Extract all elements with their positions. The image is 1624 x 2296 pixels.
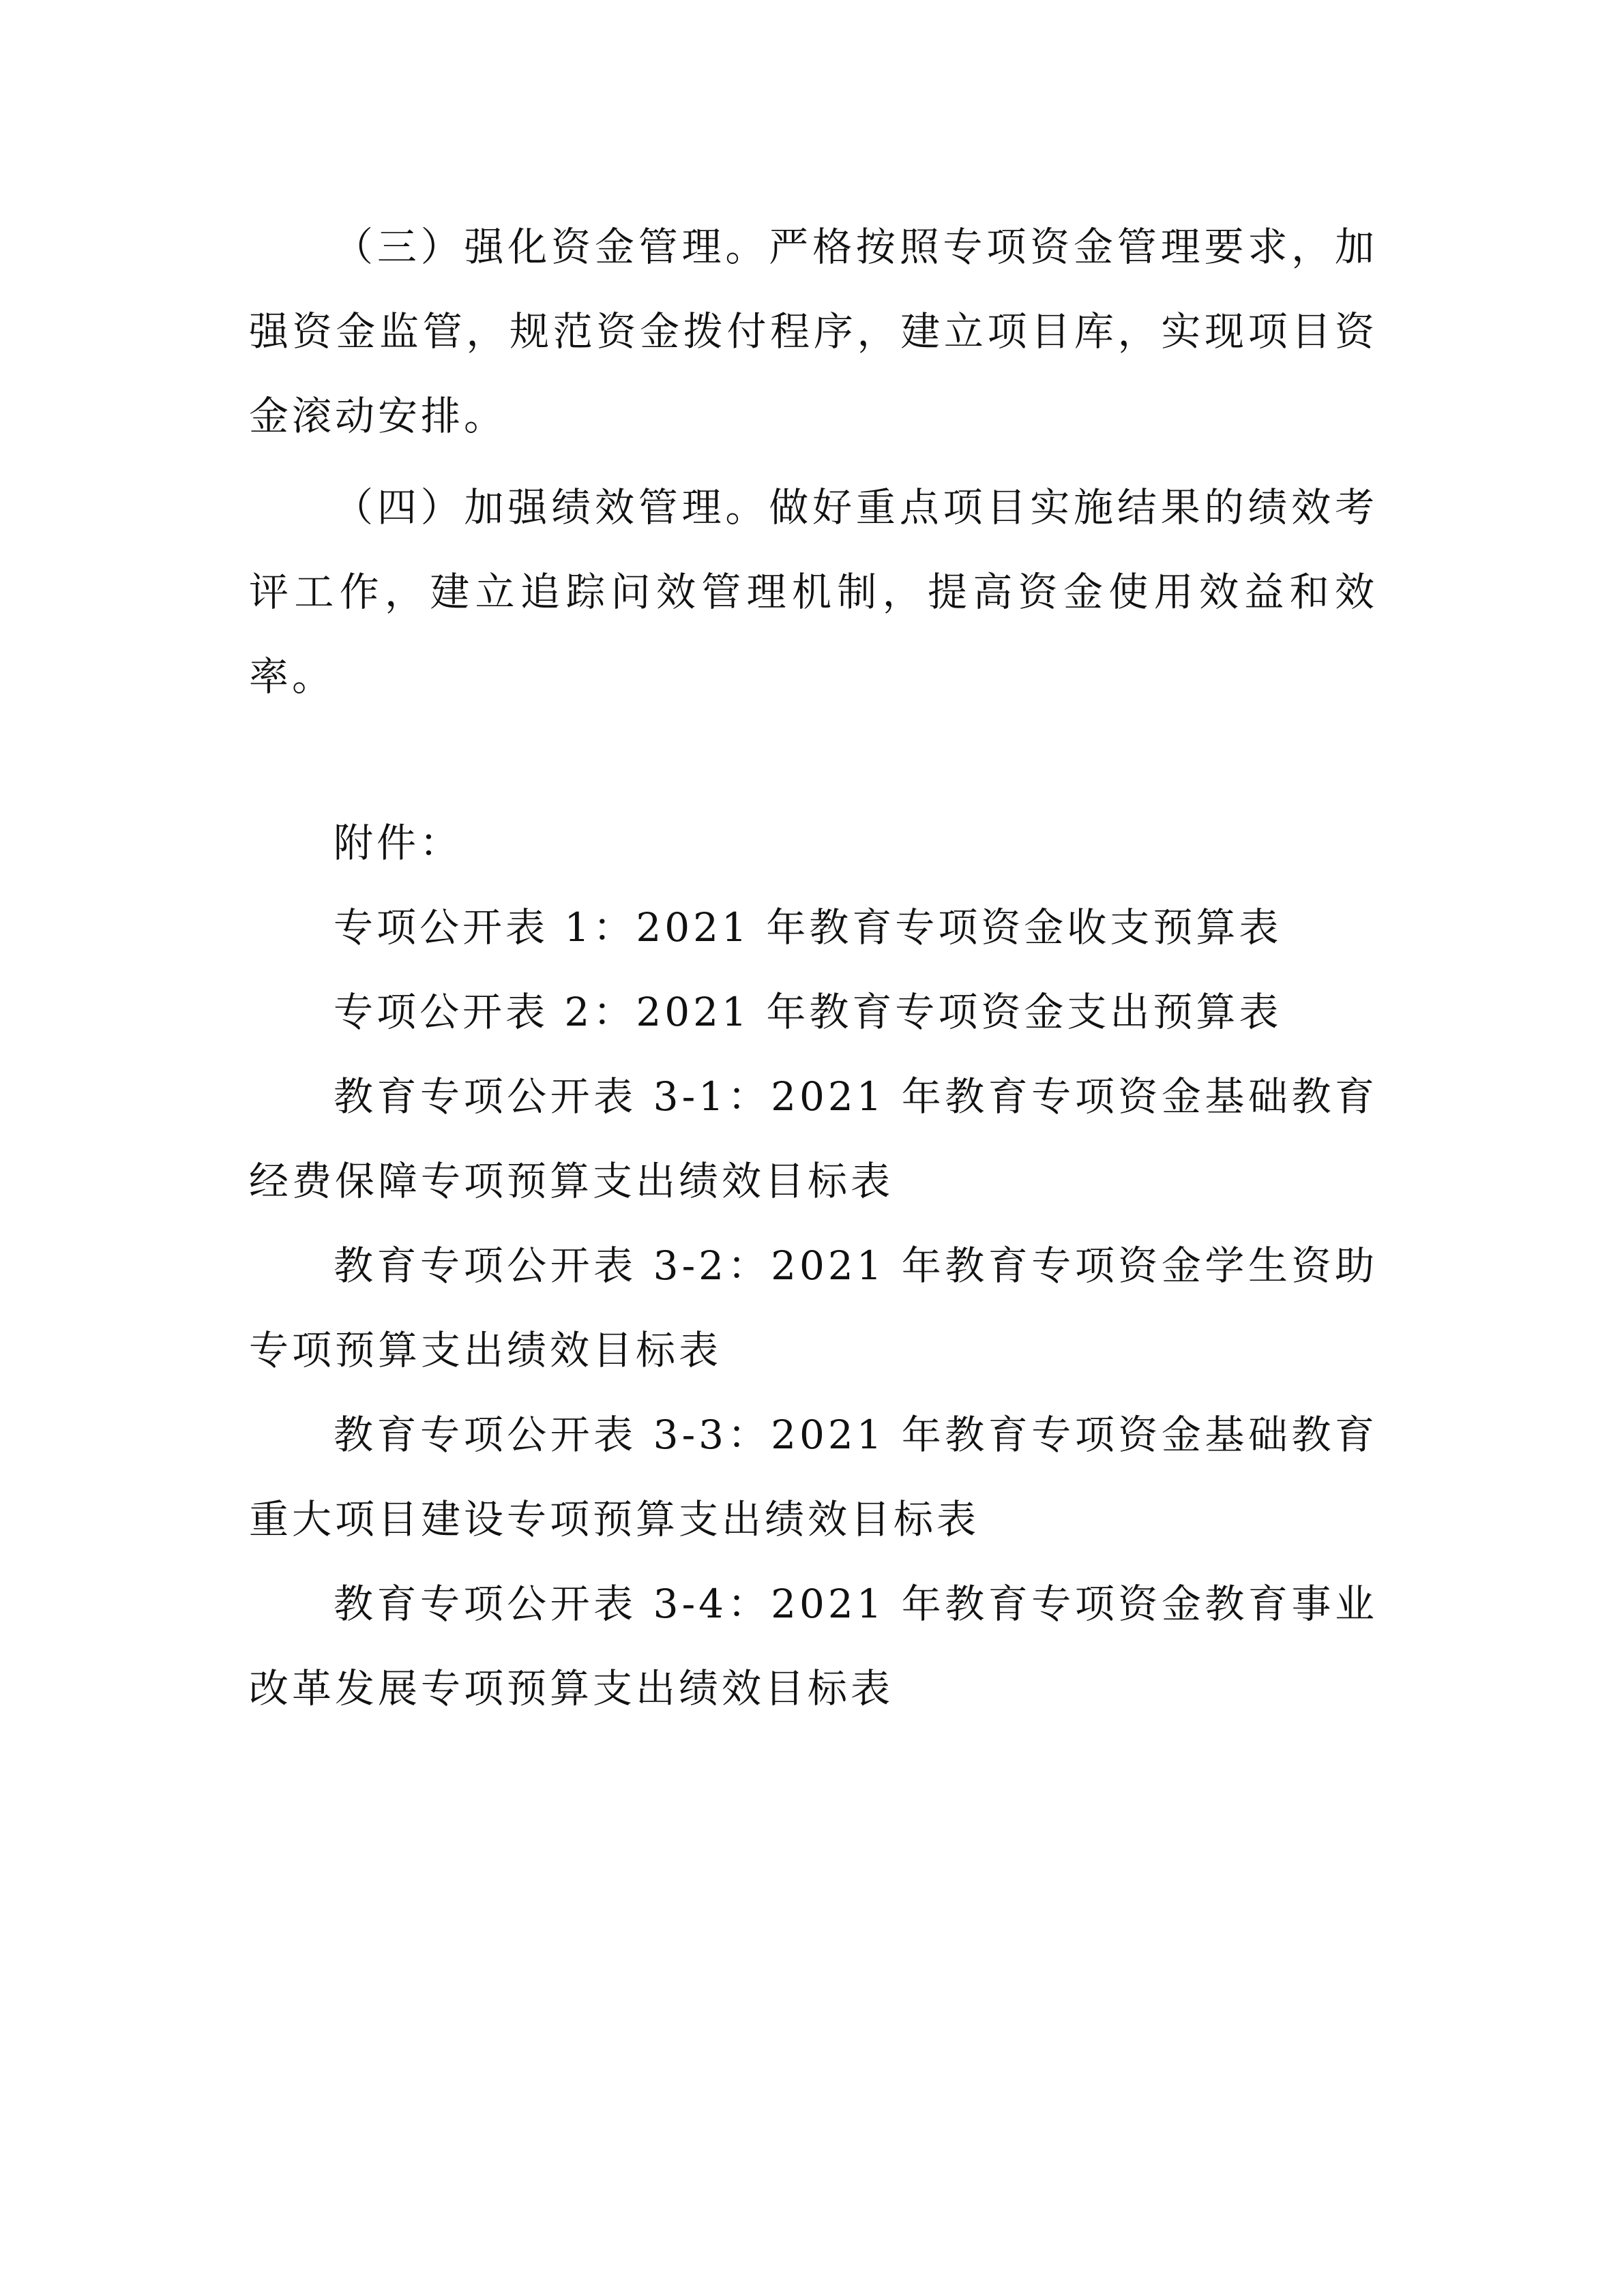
attachment-item: 教育专项公开表 3-1：2021 年教育专项资金基础教育经费保障专项预算支出绩效目标表 — [249, 1073, 1378, 1204]
section-strengthen-fund-management: （三）强化资金管理。严格按照专项资金管理要求，加强资金监管，规范资金拨付程序，建立项目库，实现项目资金滚动安排。 — [249, 224, 1378, 439]
attachment-item: 教育专项公开表 3-3：2021 年教育专项资金基础教育重大项目建设专项预算支出绩效目标表 — [249, 1412, 1378, 1542]
paragraph-spacer — [249, 458, 1378, 465]
attachment-item: 专项公开表 2：2021 年教育专项资金支出预算表 — [334, 989, 1282, 1035]
attachments-spacer — [249, 719, 1378, 801]
attachment-item: 教育专项公开表 3-2：2021 年教育专项资金学生资助专项预算支出绩效目标表 — [249, 1242, 1378, 1373]
attachment-item: 教育专项公开表 3-4：2021 年教育专项资金教育事业改革发展专项预算支出绩效目标表 — [249, 1581, 1378, 1712]
document-body — [249, 205, 1378, 1731]
section-strengthen-performance-management: （四）加强绩效管理。做好重点项目实施结果的绩效考评工作，建立追踪问效管理机制，提高资金使用效益和效率。 — [249, 484, 1378, 700]
attachment-item: 专项公开表 1：2021 年教育专项资金收支预算表 — [334, 904, 1282, 951]
attachments-label: 附件： — [334, 820, 463, 866]
attachments-list — [249, 885, 1378, 1731]
